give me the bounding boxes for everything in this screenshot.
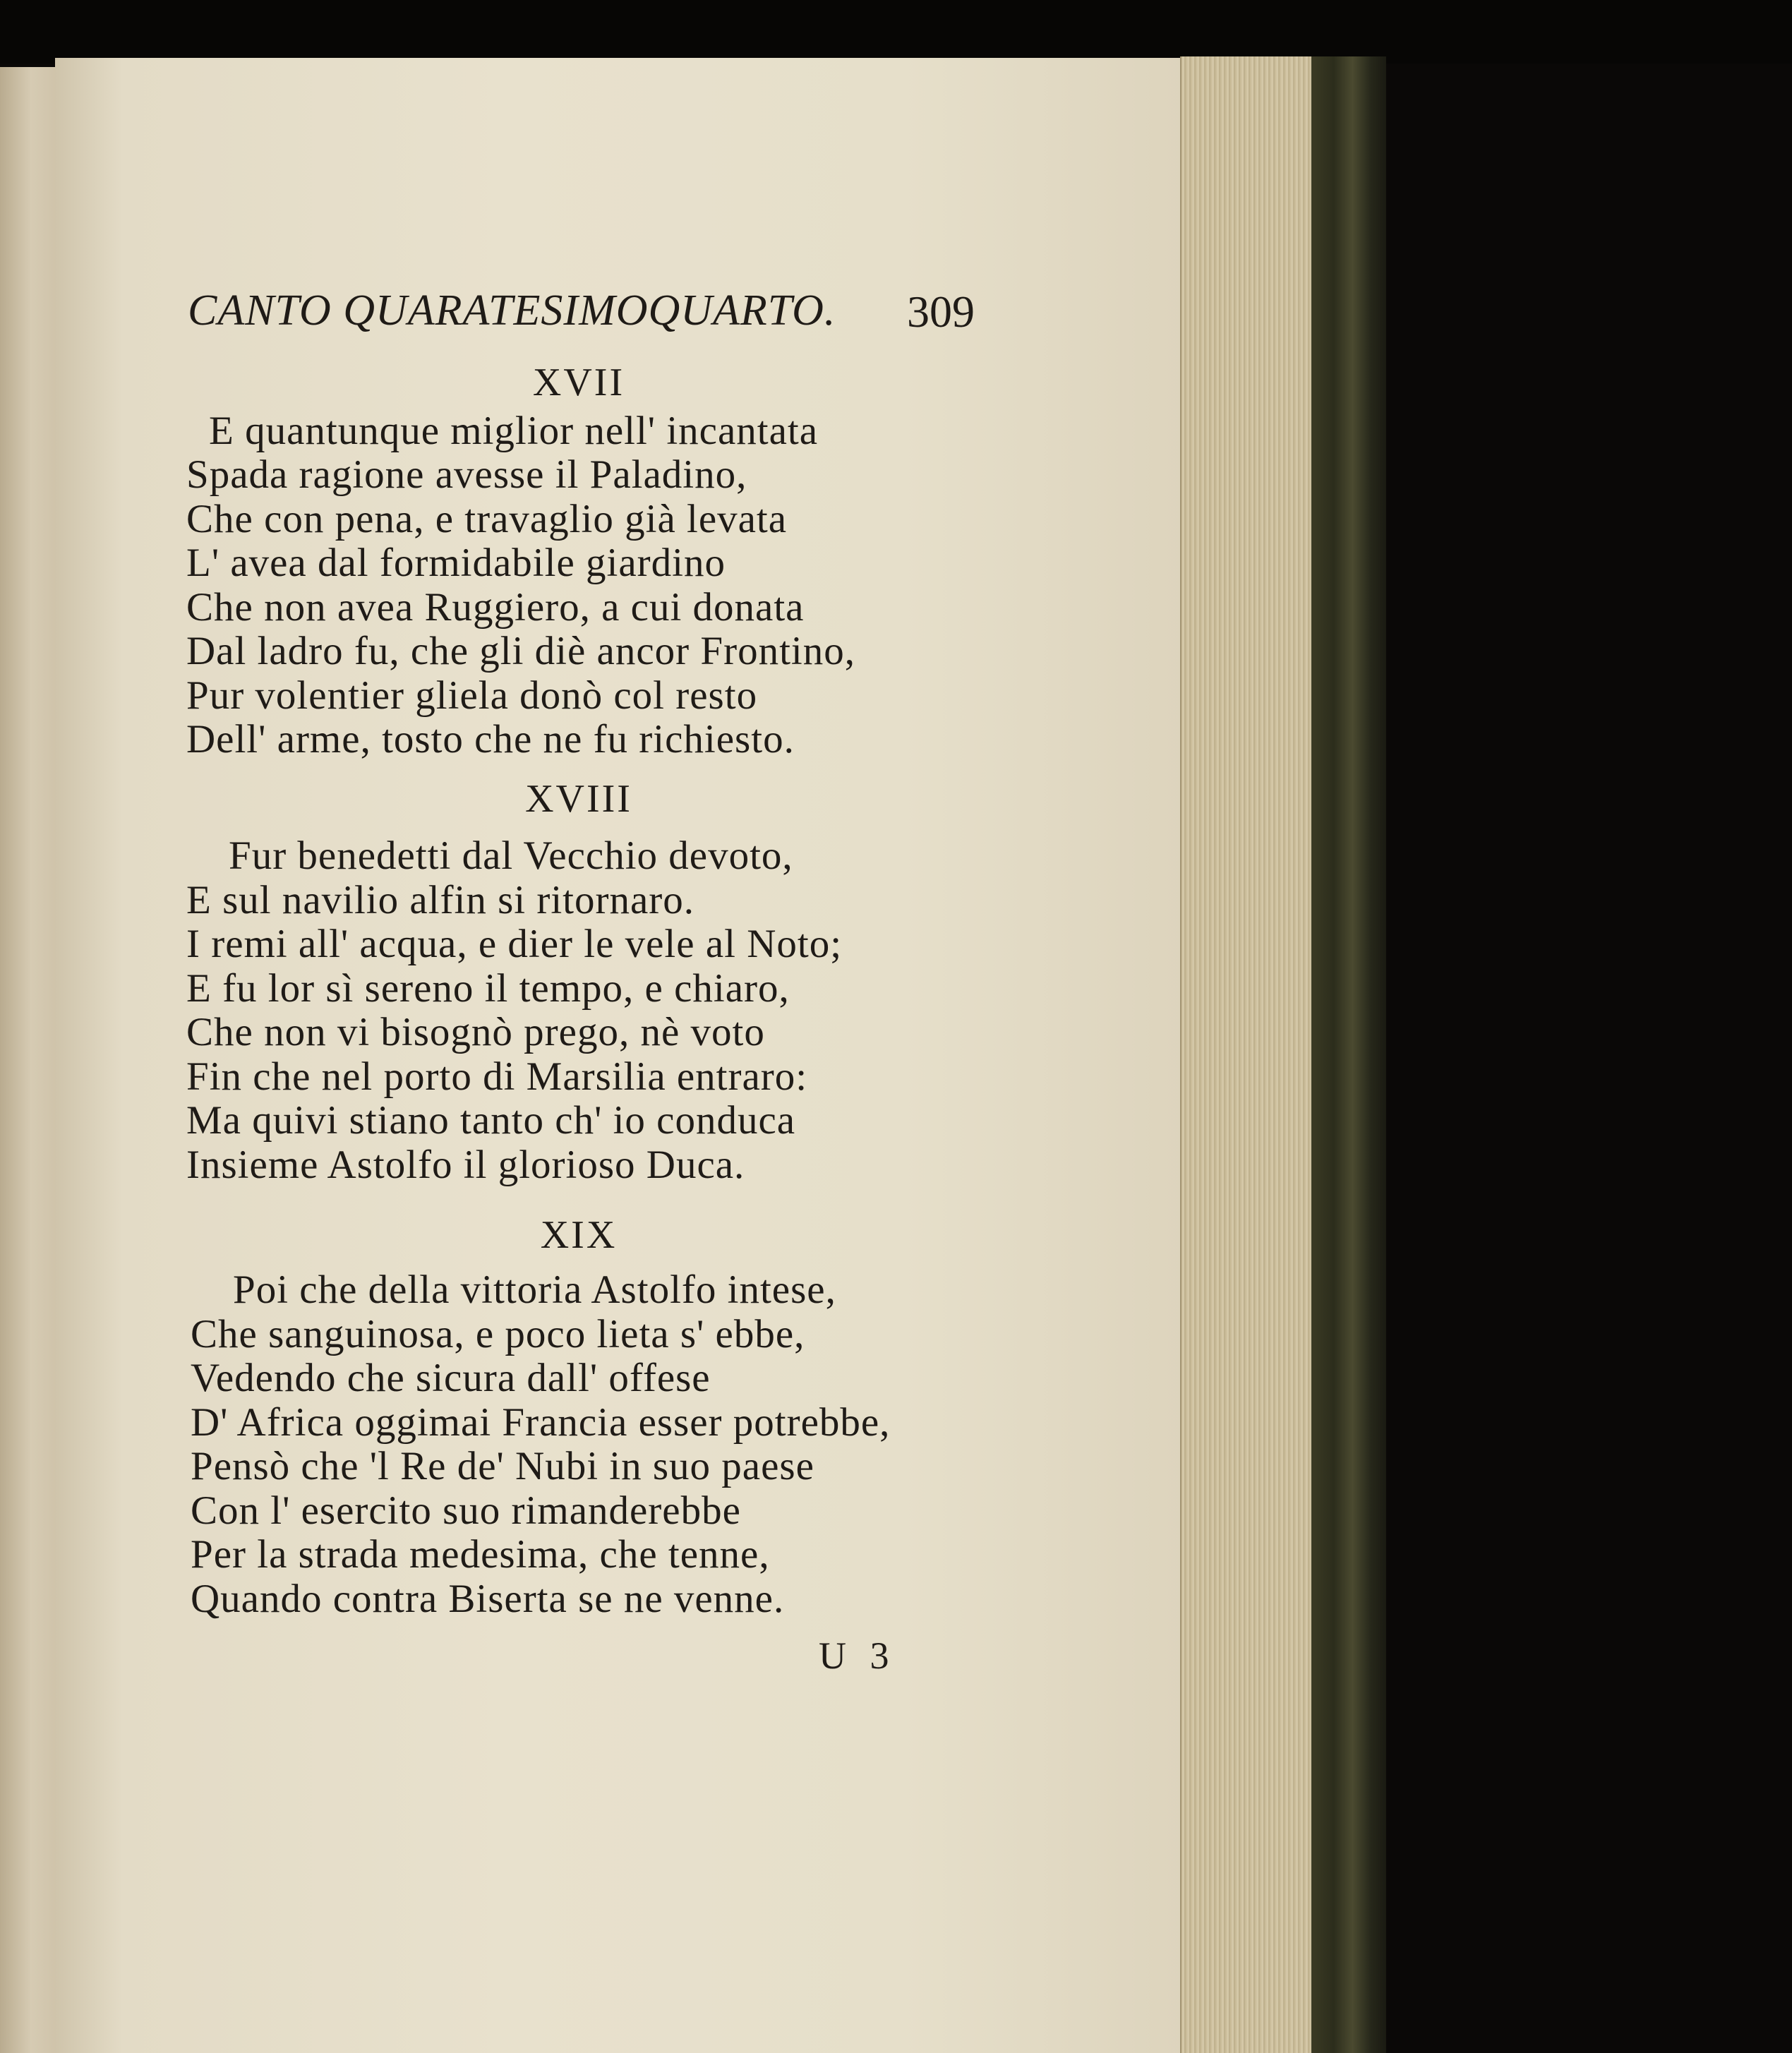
verse-line: L' avea dal formidabile giardino bbox=[186, 541, 726, 585]
verse-line: I remi all' acqua, e dier le vele al Noto; bbox=[186, 922, 843, 966]
verse-line: D' Africa oggimai Francia esser potrebbe, bbox=[191, 1400, 891, 1445]
verse-line: Vedendo che sicura dall' offese bbox=[191, 1356, 711, 1400]
running-title: CANTO QUARATESIMOQUARTO. bbox=[188, 287, 836, 335]
verse-line: Dal ladro fu, che gli diè ancor Frontino, bbox=[186, 629, 855, 673]
verse-line: Fin che nel porto di Marsilia entraro: bbox=[186, 1054, 808, 1099]
verse-line: Che con pena, e travaglio già levata bbox=[186, 497, 788, 541]
verse-line: E quantunque miglior nell' incantata bbox=[209, 409, 819, 453]
running-header bbox=[188, 286, 975, 349]
verse-line: Spada ragione avesse il Paladino, bbox=[186, 452, 747, 497]
verse-line: E sul navilio alfin si ritornaro. bbox=[186, 878, 695, 922]
verse-line: E fu lor sì sereno il tempo, e chiaro, bbox=[186, 966, 790, 1011]
stanza-number: XVIII bbox=[525, 777, 632, 821]
verse-line: Quando contra Biserta se ne venne. bbox=[191, 1577, 785, 1621]
verse-line: Poi che della vittoria Astolfo intese, bbox=[233, 1268, 836, 1312]
verse-line: Per la strada medesima, che tenne, bbox=[191, 1532, 770, 1577]
signature-mark: U 3 bbox=[819, 1634, 896, 1677]
verse-line: Con l' esercito suo rimanderebbe bbox=[191, 1488, 741, 1533]
verse-line: Dell' arme, tosto che ne fu richiesto. bbox=[186, 717, 795, 761]
verse-line: Insieme Astolfo il glorioso Duca. bbox=[186, 1143, 745, 1187]
verse-line: Che non avea Ruggiero, a cui donata bbox=[186, 585, 805, 630]
verse-line: Fur benedetti dal Vecchio devoto, bbox=[229, 833, 793, 878]
verse-line: Ma quivi stiano tanto ch' io conduca bbox=[186, 1098, 796, 1143]
stanza-number: XVII bbox=[532, 361, 625, 404]
page-number: 309 bbox=[907, 287, 975, 337]
stanza-number: XIX bbox=[540, 1213, 618, 1257]
verse-line: Che non vi bisognò prego, nè voto bbox=[186, 1010, 765, 1054]
verse-line: Pur volentier gliela donò col resto bbox=[186, 673, 758, 718]
verse-line: Che sanguinosa, e poco lieta s' ebbe, bbox=[191, 1312, 805, 1356]
verse-line: Pensò che 'l Re de' Nubi in suo paese bbox=[191, 1444, 814, 1488]
